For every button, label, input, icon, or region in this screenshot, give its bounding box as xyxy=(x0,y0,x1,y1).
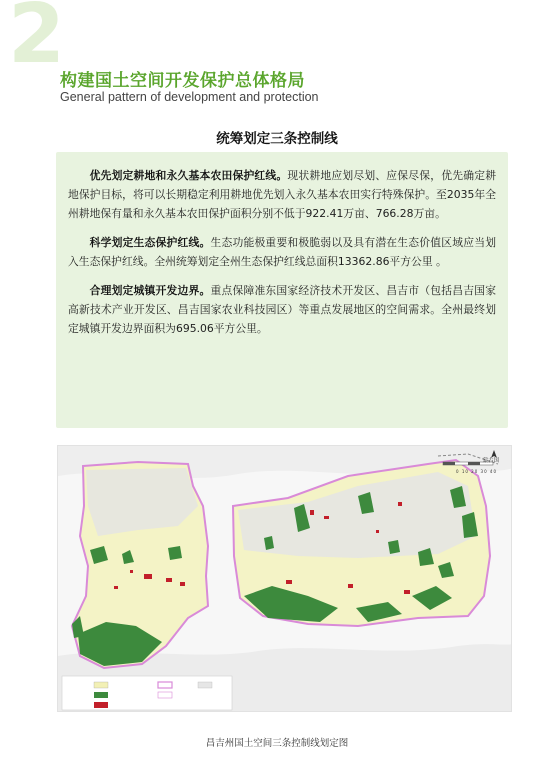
chapter-number: 2 xyxy=(8,0,66,82)
paragraph-ecology xyxy=(68,233,496,271)
page-subtitle-en: General pattern of development and protection xyxy=(60,90,319,104)
paragraph-lead: 科学划定生态保护红线。 xyxy=(89,236,211,249)
map-scale-text: 0 10 20 30 40 xyxy=(456,469,497,474)
paragraph-lead: 合理划定城镇开发边界。 xyxy=(89,284,211,297)
map-caption: 昌吉州国土空间三条控制线划定图 xyxy=(205,738,349,749)
paragraph-body: 生态功能极重要和极脆弱以及具有潜在生态价值区域应当划入生态保护红线。全州统筹划定全州生态保护红线总面积13362.86平方公里 。 xyxy=(68,236,497,268)
paragraph-body: 重点保障准东国家经济技术开发区、昌吉市（包括昌吉国家高新技术产业开发区、昌吉国家农业科技园区）等重点发展地区的空间需求。全州最终划定城镇开发边界面积为695.06平方公里。 xyxy=(68,284,497,335)
paragraph-urban xyxy=(68,281,496,338)
map-graphic xyxy=(58,446,512,712)
page-title: 构建国土空间开发保护总体格局 xyxy=(60,71,305,91)
content-box xyxy=(56,152,508,428)
control-lines-map xyxy=(57,445,512,712)
paragraph-farmland xyxy=(68,166,496,223)
map-label-mongolia: 蒙古国 xyxy=(482,458,499,464)
paragraph-lead: 优先划定耕地和永久基本农田保护红线。 xyxy=(89,169,288,182)
paragraph-body: 现状耕地应划尽划、应保尽保，优先确定耕地保护目标，将可以长期稳定利用耕地优先划入永久基本农田实行特殊保护。至2035年全州耕地保有量和永久基本农田保护面积分别不低于922.41万亩、766.28万亩。 xyxy=(68,169,497,220)
section-title: 统筹划定三条控制线 xyxy=(216,131,338,147)
